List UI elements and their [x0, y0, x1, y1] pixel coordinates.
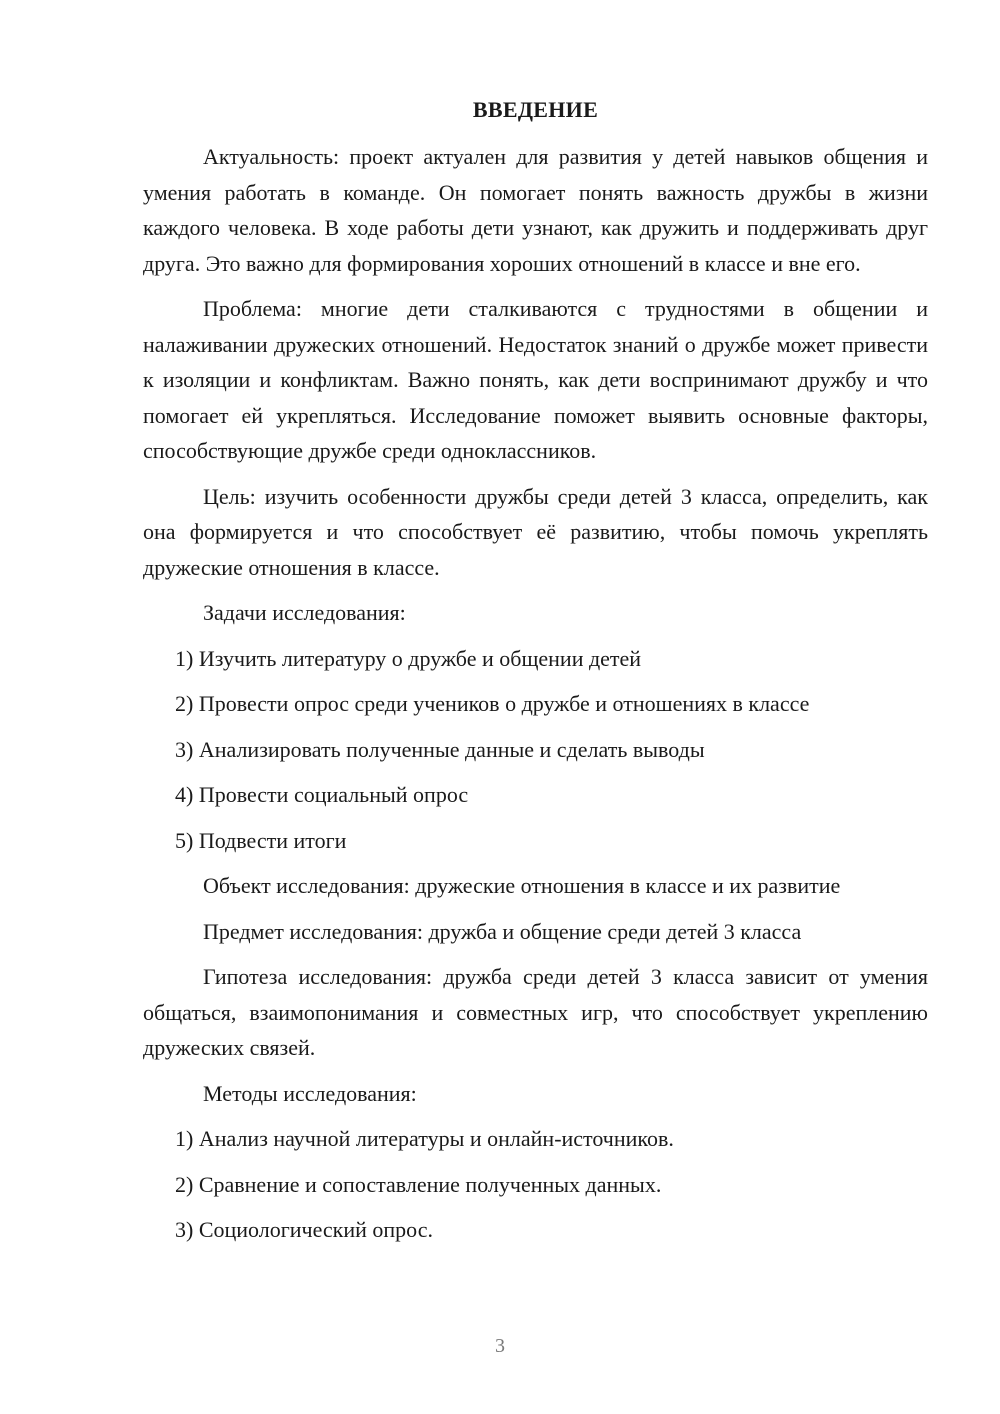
tasks-label: Задачи исследования: — [203, 600, 406, 625]
methods-list — [143, 1121, 928, 1248]
method-item: 1) Анализ научной литературы и онлайн-источников. — [175, 1126, 674, 1151]
page-number: 3 — [495, 1335, 505, 1357]
goal-paragraph: Цель: изучить особенности дружбы среди детей 3 класса, определить, как она формируется и что способствует её развитию, чтобы помочь укреплять дружеские отношения в классе. — [143, 483, 928, 580]
method-item: 3) Социологический опрос. — [175, 1217, 433, 1242]
method-item: 2) Сравнение и сопоставление полученных данных. — [175, 1171, 662, 1197]
section-heading: ВВЕДЕНИЕ — [472, 97, 599, 122]
methods-label: Методы исследования: — [203, 1080, 417, 1106]
relevance-paragraph: Актуальность: проект актуален для развития у детей навыков общения и умения работать в команде. Он помогает понять важность дружбы в жизни каждого человека. В ходе работы дети узнают, как дружить и поддерживать друг друга. Это важно для формирования хороших отношений в классе и вне его. — [143, 144, 928, 276]
task-item: 4) Провести социальный опрос — [175, 782, 469, 807]
object-paragraph: Объект исследования: дружеские отношения в классе и их развитие — [203, 873, 841, 898]
task-item: 3) Анализировать полученные данные и сделать выводы — [175, 736, 705, 762]
task-item: 2) Провести опрос среди учеников о дружбе и отношениях в классе — [175, 691, 810, 716]
hypothesis-paragraph: Гипотеза исследования: дружба среди детей 3 класса зависит от умения общаться, взаимопонимания и совместных игр, что способствует укреплению дружеских связей. — [143, 964, 928, 1060]
task-item: 5) Подвести итоги — [175, 827, 347, 853]
tasks-list — [143, 641, 928, 859]
problem-paragraph: Проблема: многие дети сталкиваются с трудностями в общении и налаживании дружеских отношений. Недостаток знаний о дружбе может привести к изоляции и конфликтам. Важно понять, как дети воспринимают дружбу и что помогает ей укрепляться. Исследование поможет выявить основные факторы, способствующие дружбе среди одноклассников. — [143, 296, 928, 463]
subject-paragraph: Предмет исследования: дружба и общение среди детей 3 класса — [203, 918, 802, 944]
task-item: 1) Изучить литературу о дружбе и общении детей — [175, 645, 642, 671]
